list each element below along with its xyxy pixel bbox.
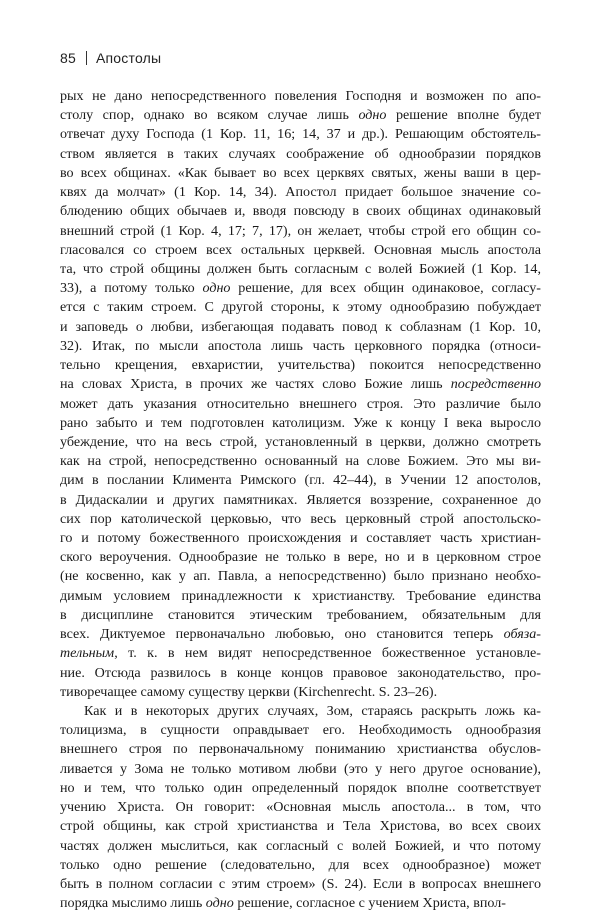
text-line: отвечат духу Господа (1 Кор. 11, 16; 14, 37 и др.). Решающим обстоятель-: [60, 126, 541, 143]
text-line: та, что строй общины должен быть согласным с волей Божией (1 Кор. 14,: [60, 260, 541, 277]
text-line: блюдению общих обычаев и, вводя повсюду в своих общинах одинаковый: [60, 203, 541, 220]
text-line: ливается у Зома не только мотивом любви (это у него другое основание),: [60, 760, 541, 777]
text-line: как на строй, непосредственно основанный на слове Божием. Это мы ви-: [60, 453, 541, 470]
text-line: (не косвенно, как у ап. Павла, а непосредственно) было признано необхо-: [60, 568, 541, 585]
page-number: 85: [60, 50, 76, 66]
text-line: внешний строй (1 Кор. 4, 17; 7, 17), он желает, чтобы строй его общин со-: [60, 222, 541, 239]
text-line: Как и в некоторых других случаях, Зом, стараясь раскрыть ложь ка-: [84, 703, 541, 719]
paragraph: [60, 87, 541, 702]
text-line: го и потому божественного происхождения и составляет часть христиан-: [60, 530, 541, 547]
text-line: во всех общинах. «Как бывает во всех церквях святых, жены ваши в цер-: [60, 164, 541, 181]
text-line: рано забыто и тем подготовлен католицизм. Уже к концу I века выросло: [60, 414, 541, 431]
text-line: только одно решение (следовательно, для всех однообразное) может: [60, 856, 541, 873]
text-line: в Дидаскалии и других памятниках. Является воззрение, сохраненное до: [60, 491, 541, 508]
text-line: внешнего строя по первоначальному пониманию христианства обуслов-: [60, 741, 541, 758]
text-line: гласовался со строем всех остальных церквей. Основная мысль апостола: [60, 241, 541, 258]
text-line: тельным, т. к. в нем видят непосредственное божественное установле-: [60, 645, 541, 662]
text-line: в дисциплине становится этическим требованием, обязательным для: [60, 606, 541, 623]
text-line: толицизма, в сущности оправдывает его. Необходимость однообразия: [60, 722, 541, 739]
running-title: Апостолы: [95, 50, 162, 66]
text-line: учению Христа. Он говорит: «Основная мысль апостола... в том, что: [60, 799, 541, 816]
text-line: тиворечащее самому существу церкви (Kirchenrecht. S. 23–26).: [60, 683, 438, 700]
header-divider: [86, 51, 87, 65]
text-line: квях да молчат» (1 Кор. 14, 34). Апостол придает большое значение со-: [60, 184, 541, 201]
text-line: сих пор католической церковью, что весь церковный строй апостольско-: [60, 510, 541, 527]
text-line: ется с таким строем. С другой стороны, к этому однообразию побуждает: [60, 299, 541, 316]
text-line: столу спор, однако во всяком случае лишь одно решение вполне будет: [60, 107, 541, 124]
text-line: порядка мыслимо лишь одно решение, согласное с учением Христа, впол-: [60, 895, 506, 912]
text-line: быть в полном согласии с этим строем» (S. 24). Если в вопросах внешнего: [60, 875, 541, 892]
text-line: ством является в таких случаях соображение об однообразии порядков: [60, 145, 541, 162]
text-line: ние. Отсюда развилось в конце концов правовое законодательство, про-: [60, 664, 541, 681]
text-line: строй общины, как строй христианства и Тела Христова, во всех своих: [60, 818, 541, 835]
text-line: димым условием принадлежности к христианству. Требование единства: [60, 587, 541, 604]
text-line: ского вероучения. Однообразие не только в вере, но и в церковном строе: [60, 549, 541, 566]
text-line: но и тем, что только один определенный порядок вполне соответствует: [60, 779, 541, 796]
text-line: может дать указания относительно внешнего строя. Это различие было: [60, 395, 541, 412]
text-line: дим в послании Климента Римского (гл. 42–44), в Учении 12 апостолов,: [60, 472, 541, 489]
text-line: убеждение, что на весь строй, установленный в церкви, должно смотреть: [60, 433, 541, 450]
text-line: на словах Христа, в прочих же частях слово Божие лишь посредственно: [60, 376, 541, 393]
text-line: частях должен мыслиться, как согласный с волей Божией, и что потому: [60, 837, 541, 854]
text-line: 32). Итак, по мысли апостола лишь часть церковного порядка (относи-: [60, 337, 541, 354]
body-text: [60, 87, 541, 913]
paragraph: [60, 702, 541, 913]
text-line: 33), а потому только одно решение, для всех общин одинаковое, согласу-: [60, 280, 541, 297]
text-line: всех. Диктуемое первоначально любовью, оно становится теперь обяза-: [60, 626, 541, 643]
text-line: и заповедь о любви, избегающая подавать повод к соблазнам (1 Кор. 10,: [60, 318, 541, 335]
text-line: рых не дано непосредственного повеления Господня и возможен по апо-: [60, 88, 541, 104]
text-line: тельно крещения, евхаристии, учительства) покоится непосредственно: [60, 357, 541, 374]
page-header: [60, 50, 161, 66]
